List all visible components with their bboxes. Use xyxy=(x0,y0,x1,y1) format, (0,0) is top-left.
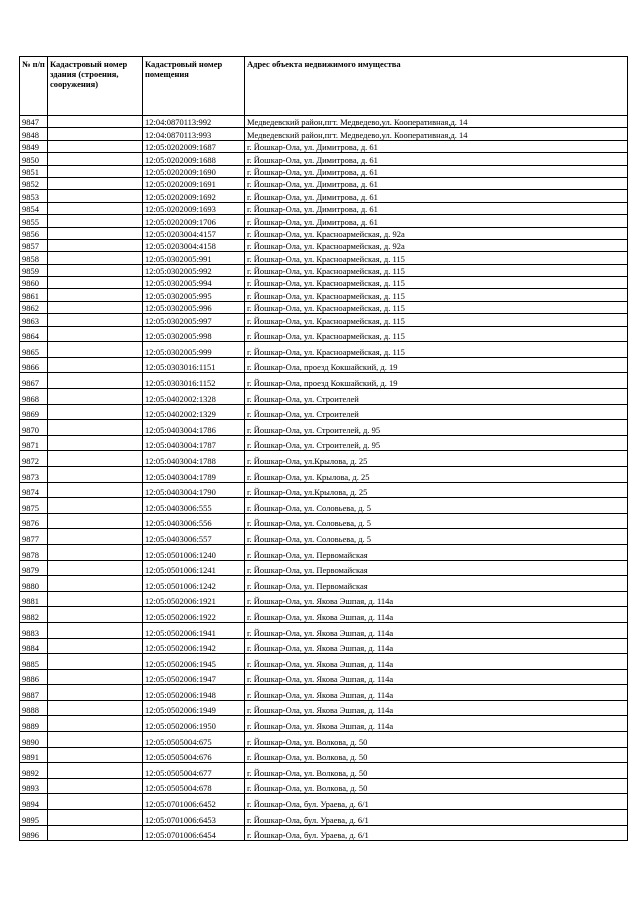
cell-address: г. Йошкар-Ола, ул. Красноармейская, д. 92а xyxy=(245,239,628,251)
cell-building-cadastral xyxy=(48,638,143,654)
cell-room-cadastral: 12:05:0701006:6452 xyxy=(143,794,245,810)
cell-num: 9871 xyxy=(20,435,48,451)
cell-address: г. Йошкар-Ола, ул. Строителей xyxy=(245,404,628,420)
cell-room-cadastral: 12:05:0302005:998 xyxy=(143,326,245,342)
cell-address: г. Йошкар-Ола, ул. Димитрова, д. 61 xyxy=(245,140,628,152)
cell-building-cadastral xyxy=(48,763,143,779)
table-row xyxy=(20,420,628,436)
cell-num: 9890 xyxy=(20,732,48,748)
table-row xyxy=(20,529,628,545)
cell-building-cadastral xyxy=(48,560,143,576)
cell-address: г. Йошкар-Ола, ул. Якова Эшпая, д. 114а xyxy=(245,622,628,638)
cell-address: г. Йошкар-Ола, ул. Димитрова, д. 61 xyxy=(245,190,628,202)
cell-building-cadastral xyxy=(48,373,143,389)
cell-building-cadastral xyxy=(48,190,143,202)
cell-room-cadastral: 12:05:0302005:992 xyxy=(143,264,245,276)
cell-building-cadastral xyxy=(48,591,143,607)
table-row xyxy=(20,591,628,607)
cell-building-cadastral xyxy=(48,153,143,165)
cell-building-cadastral xyxy=(48,357,143,373)
cell-room-cadastral: 12:05:0403006:556 xyxy=(143,513,245,529)
cell-building-cadastral xyxy=(48,654,143,670)
cell-address: г. Йошкар-Ола, ул. Первомайская xyxy=(245,544,628,560)
cell-num: 9894 xyxy=(20,794,48,810)
cell-building-cadastral xyxy=(48,778,143,794)
cell-room-cadastral: 12:05:0403004:1787 xyxy=(143,435,245,451)
cell-num: 9880 xyxy=(20,576,48,592)
table-row xyxy=(20,576,628,592)
table-row xyxy=(20,116,628,128)
cell-room-cadastral: 12:04:0870113:993 xyxy=(143,128,245,140)
cell-address: Медведевский район,пгт. Медведево,ул. Кооперативная,д. 14 xyxy=(245,128,628,140)
cell-address: г. Йошкар-Ола, ул. Первомайская xyxy=(245,576,628,592)
cell-address: Медведевский район,пгт. Медведево,ул. Кооперативная,д. 14 xyxy=(245,116,628,128)
cell-room-cadastral: 12:05:0303016:1152 xyxy=(143,373,245,389)
cell-room-cadastral: 12:05:0203004:4157 xyxy=(143,227,245,239)
cell-num: 9896 xyxy=(20,825,48,841)
cell-building-cadastral xyxy=(48,314,143,326)
cell-room-cadastral: 12:05:0302005:994 xyxy=(143,277,245,289)
cell-address: г. Йошкар-Ола, ул. Соловьева, д. 5 xyxy=(245,513,628,529)
cell-building-cadastral xyxy=(48,252,143,264)
cell-num: 9881 xyxy=(20,591,48,607)
cell-num: 9847 xyxy=(20,116,48,128)
cell-num: 9848 xyxy=(20,128,48,140)
table-row xyxy=(20,716,628,732)
cell-room-cadastral: 12:05:0202009:1706 xyxy=(143,215,245,227)
registry-table xyxy=(19,56,628,841)
cell-address: г. Йошкар-Ола, ул. Якова Эшпая, д. 114а xyxy=(245,591,628,607)
header-address: Адрес объекта недвижимого имущества xyxy=(245,57,628,116)
table-row xyxy=(20,202,628,214)
table-row xyxy=(20,794,628,810)
table-row xyxy=(20,215,628,227)
header-room-cadastral: Кадастровый номер помещения xyxy=(143,57,245,116)
cell-building-cadastral xyxy=(48,239,143,251)
cell-address: г. Йошкар-Ола, ул. Якова Эшпая, д. 114а xyxy=(245,685,628,701)
cell-building-cadastral xyxy=(48,529,143,545)
table-row xyxy=(20,264,628,276)
table-row xyxy=(20,544,628,560)
cell-address: г. Йошкар-Ола, ул. Волкова, д. 50 xyxy=(245,763,628,779)
cell-address: г. Йошкар-Ола, ул. Волкова, д. 50 xyxy=(245,732,628,748)
cell-address: г. Йошкар-Ола, ул. Волкова, д. 50 xyxy=(245,747,628,763)
cell-building-cadastral xyxy=(48,498,143,514)
cell-room-cadastral: 12:05:0403006:555 xyxy=(143,498,245,514)
cell-room-cadastral: 12:05:0403004:1788 xyxy=(143,451,245,467)
cell-num: 9857 xyxy=(20,239,48,251)
cell-building-cadastral xyxy=(48,420,143,436)
table-row xyxy=(20,389,628,405)
cell-num: 9856 xyxy=(20,227,48,239)
cell-building-cadastral xyxy=(48,482,143,498)
cell-num: 9885 xyxy=(20,654,48,670)
cell-num: 9853 xyxy=(20,190,48,202)
cell-address: г. Йошкар-Ола, ул. Красноармейская, д. 115 xyxy=(245,252,628,264)
table-row xyxy=(20,326,628,342)
cell-room-cadastral: 12:05:0502006:1942 xyxy=(143,638,245,654)
cell-room-cadastral: 12:05:0501006:1240 xyxy=(143,544,245,560)
cell-address: г. Йошкар-Ола, ул. Красноармейская, д. 115 xyxy=(245,326,628,342)
cell-building-cadastral xyxy=(48,747,143,763)
table-row xyxy=(20,301,628,313)
cell-num: 9868 xyxy=(20,389,48,405)
cell-num: 9886 xyxy=(20,669,48,685)
cell-building-cadastral xyxy=(48,435,143,451)
cell-room-cadastral: 12:05:0502006:1947 xyxy=(143,669,245,685)
cell-room-cadastral: 12:05:0701006:6453 xyxy=(143,810,245,826)
header-row xyxy=(20,57,628,116)
cell-building-cadastral xyxy=(48,227,143,239)
table-row xyxy=(20,700,628,716)
cell-room-cadastral: 12:05:0505004:678 xyxy=(143,778,245,794)
cell-num: 9872 xyxy=(20,451,48,467)
cell-room-cadastral: 12:05:0403004:1789 xyxy=(143,466,245,482)
cell-num: 9874 xyxy=(20,482,48,498)
table-row xyxy=(20,190,628,202)
cell-address: г. Йошкар-Ола, ул. Строителей, д. 95 xyxy=(245,435,628,451)
cell-building-cadastral xyxy=(48,544,143,560)
cell-building-cadastral xyxy=(48,622,143,638)
cell-address: г. Йошкар-Ола, ул. Димитрова, д. 61 xyxy=(245,177,628,189)
cell-building-cadastral xyxy=(48,277,143,289)
cell-building-cadastral xyxy=(48,716,143,732)
table-row xyxy=(20,778,628,794)
cell-address: г. Йошкар-Ола, бул. Ураева, д. 6/1 xyxy=(245,810,628,826)
cell-room-cadastral: 12:05:0203004:4158 xyxy=(143,239,245,251)
cell-num: 9884 xyxy=(20,638,48,654)
cell-num: 9887 xyxy=(20,685,48,701)
table-body xyxy=(20,116,628,841)
cell-room-cadastral: 12:05:0302005:996 xyxy=(143,301,245,313)
cell-room-cadastral: 12:05:0403006:557 xyxy=(143,529,245,545)
cell-address: г. Йошкар-Ола, ул. Красноармейская, д. 115 xyxy=(245,301,628,313)
table-row xyxy=(20,435,628,451)
cell-room-cadastral: 12:05:0302005:991 xyxy=(143,252,245,264)
cell-room-cadastral: 12:05:0402002:1328 xyxy=(143,389,245,405)
cell-address: г. Йошкар-Ола, ул. Строителей, д. 95 xyxy=(245,420,628,436)
cell-room-cadastral: 12:05:0505004:677 xyxy=(143,763,245,779)
cell-num: 9858 xyxy=(20,252,48,264)
cell-room-cadastral: 12:05:0502006:1950 xyxy=(143,716,245,732)
cell-building-cadastral xyxy=(48,607,143,623)
table-row xyxy=(20,165,628,177)
cell-num: 9867 xyxy=(20,373,48,389)
table-row xyxy=(20,560,628,576)
cell-building-cadastral xyxy=(48,451,143,467)
cell-address: г. Йошкар-Ола, ул. Красноармейская, д. 115 xyxy=(245,289,628,301)
cell-building-cadastral xyxy=(48,177,143,189)
cell-num: 9875 xyxy=(20,498,48,514)
table-row xyxy=(20,239,628,251)
cell-room-cadastral: 12:05:0502006:1949 xyxy=(143,700,245,716)
cell-room-cadastral: 12:05:0403004:1790 xyxy=(143,482,245,498)
cell-room-cadastral: 12:05:0403004:1786 xyxy=(143,420,245,436)
table-row xyxy=(20,482,628,498)
cell-num: 9879 xyxy=(20,560,48,576)
table-row xyxy=(20,622,628,638)
cell-num: 9866 xyxy=(20,357,48,373)
cell-building-cadastral xyxy=(48,301,143,313)
cell-address: г. Йошкар-Ола, ул. Якова Эшпая, д. 114а xyxy=(245,607,628,623)
cell-address: г. Йошкар-Ола, ул. Якова Эшпая, д. 114а xyxy=(245,654,628,670)
cell-building-cadastral xyxy=(48,389,143,405)
cell-address: г. Йошкар-Ола, ул. Димитрова, д. 61 xyxy=(245,215,628,227)
cell-num: 9860 xyxy=(20,277,48,289)
table-row xyxy=(20,747,628,763)
cell-room-cadastral: 12:04:0870113:992 xyxy=(143,116,245,128)
table-row xyxy=(20,825,628,841)
cell-address: г. Йошкар-Ола, ул.Крылова, д. 25 xyxy=(245,482,628,498)
cell-address: г. Йошкар-Ола, ул. Соловьева, д. 5 xyxy=(245,498,628,514)
table-row xyxy=(20,466,628,482)
cell-num: 9854 xyxy=(20,202,48,214)
table-row xyxy=(20,451,628,467)
cell-address: г. Йошкар-Ола, ул. Якова Эшпая, д. 114а xyxy=(245,638,628,654)
cell-building-cadastral xyxy=(48,669,143,685)
cell-address: г. Йошкар-Ола, ул. Якова Эшпая, д. 114а xyxy=(245,716,628,732)
cell-room-cadastral: 12:05:0402002:1329 xyxy=(143,404,245,420)
cell-num: 9893 xyxy=(20,778,48,794)
cell-address: г. Йошкар-Ола, ул. Соловьева, д. 5 xyxy=(245,529,628,545)
cell-num: 9865 xyxy=(20,342,48,358)
cell-room-cadastral: 12:05:0303016:1151 xyxy=(143,357,245,373)
cell-room-cadastral: 12:05:0501006:1242 xyxy=(143,576,245,592)
cell-address: г. Йошкар-Ола, проезд Кокшайский, д. 19 xyxy=(245,357,628,373)
cell-address: г. Йошкар-Ола, ул. Красноармейская, д. 115 xyxy=(245,264,628,276)
cell-room-cadastral: 12:05:0302005:997 xyxy=(143,314,245,326)
table-row xyxy=(20,810,628,826)
cell-address: г. Йошкар-Ола, ул. Димитрова, д. 61 xyxy=(245,153,628,165)
header-building-cadastral: Кадастровый номер здания (строения, сооружения) xyxy=(48,57,143,116)
cell-address: г. Йошкар-Ола, ул. Якова Эшпая, д. 114а xyxy=(245,669,628,685)
header-num: № п/п xyxy=(20,57,48,116)
table-row xyxy=(20,342,628,358)
cell-room-cadastral: 12:05:0202009:1693 xyxy=(143,202,245,214)
cell-building-cadastral xyxy=(48,140,143,152)
cell-num: 9892 xyxy=(20,763,48,779)
cell-address: г. Йошкар-Ола, бул. Ураева, д. 6/1 xyxy=(245,794,628,810)
cell-building-cadastral xyxy=(48,342,143,358)
cell-building-cadastral xyxy=(48,700,143,716)
cell-building-cadastral xyxy=(48,116,143,128)
table-row xyxy=(20,314,628,326)
cell-room-cadastral: 12:05:0505004:676 xyxy=(143,747,245,763)
cell-num: 9855 xyxy=(20,215,48,227)
cell-num: 9878 xyxy=(20,544,48,560)
table-row xyxy=(20,140,628,152)
cell-room-cadastral: 12:05:0202009:1688 xyxy=(143,153,245,165)
table-row xyxy=(20,373,628,389)
cell-building-cadastral xyxy=(48,513,143,529)
cell-building-cadastral xyxy=(48,732,143,748)
table-row xyxy=(20,177,628,189)
cell-num: 9891 xyxy=(20,747,48,763)
cell-address: г. Йошкар-Ола, ул. Красноармейская, д. 115 xyxy=(245,277,628,289)
cell-building-cadastral xyxy=(48,215,143,227)
cell-num: 9864 xyxy=(20,326,48,342)
table-row xyxy=(20,498,628,514)
cell-num: 9852 xyxy=(20,177,48,189)
cell-room-cadastral: 12:05:0202009:1691 xyxy=(143,177,245,189)
table-row xyxy=(20,732,628,748)
table-row xyxy=(20,513,628,529)
table-row xyxy=(20,685,628,701)
cell-building-cadastral xyxy=(48,404,143,420)
cell-building-cadastral xyxy=(48,202,143,214)
cell-num: 9869 xyxy=(20,404,48,420)
table-row xyxy=(20,128,628,140)
cell-address: г. Йошкар-Ола, ул. Волкова, д. 50 xyxy=(245,778,628,794)
cell-num: 9883 xyxy=(20,622,48,638)
cell-room-cadastral: 12:05:0502006:1941 xyxy=(143,622,245,638)
cell-building-cadastral xyxy=(48,128,143,140)
cell-num: 9861 xyxy=(20,289,48,301)
cell-num: 9873 xyxy=(20,466,48,482)
table-row xyxy=(20,357,628,373)
cell-num: 9851 xyxy=(20,165,48,177)
table-row xyxy=(20,607,628,623)
cell-building-cadastral xyxy=(48,326,143,342)
cell-room-cadastral: 12:05:0302005:999 xyxy=(143,342,245,358)
cell-num: 9862 xyxy=(20,301,48,313)
cell-num: 9870 xyxy=(20,420,48,436)
cell-address: г. Йошкар-Ола, ул. Первомайская xyxy=(245,560,628,576)
cell-address: г. Йошкар-Ола, бул. Ураева, д. 6/1 xyxy=(245,825,628,841)
cell-room-cadastral: 12:05:0501006:1241 xyxy=(143,560,245,576)
cell-num: 9889 xyxy=(20,716,48,732)
table-row xyxy=(20,252,628,264)
cell-address: г. Йошкар-Ола, ул. Красноармейская, д. 115 xyxy=(245,342,628,358)
cell-building-cadastral xyxy=(48,289,143,301)
cell-room-cadastral: 12:05:0502006:1921 xyxy=(143,591,245,607)
cell-num: 9849 xyxy=(20,140,48,152)
table-row xyxy=(20,277,628,289)
cell-num: 9850 xyxy=(20,153,48,165)
cell-num: 9859 xyxy=(20,264,48,276)
cell-building-cadastral xyxy=(48,466,143,482)
cell-room-cadastral: 12:05:0302005:995 xyxy=(143,289,245,301)
cell-num: 9888 xyxy=(20,700,48,716)
table-row xyxy=(20,638,628,654)
cell-room-cadastral: 12:05:0202009:1687 xyxy=(143,140,245,152)
cell-building-cadastral xyxy=(48,810,143,826)
cell-address: г. Йошкар-Ола, ул. Красноармейская, д. 92а xyxy=(245,227,628,239)
cell-building-cadastral xyxy=(48,165,143,177)
table-row xyxy=(20,654,628,670)
cell-room-cadastral: 12:05:0202009:1690 xyxy=(143,165,245,177)
cell-building-cadastral xyxy=(48,576,143,592)
cell-room-cadastral: 12:05:0505004:675 xyxy=(143,732,245,748)
cell-address: г. Йошкар-Ола, ул. Красноармейская, д. 115 xyxy=(245,314,628,326)
cell-num: 9863 xyxy=(20,314,48,326)
table-row xyxy=(20,153,628,165)
cell-num: 9877 xyxy=(20,529,48,545)
cell-address: г. Йошкар-Ола, ул. Димитрова, д. 61 xyxy=(245,202,628,214)
table-row xyxy=(20,669,628,685)
cell-room-cadastral: 12:05:0502006:1948 xyxy=(143,685,245,701)
cell-room-cadastral: 12:05:0502006:1945 xyxy=(143,654,245,670)
cell-room-cadastral: 12:05:0701006:6454 xyxy=(143,825,245,841)
cell-num: 9882 xyxy=(20,607,48,623)
table-header xyxy=(20,57,628,116)
cell-address: г. Йошкар-Ола, ул. Димитрова, д. 61 xyxy=(245,165,628,177)
cell-building-cadastral xyxy=(48,685,143,701)
table-row xyxy=(20,227,628,239)
table-row xyxy=(20,763,628,779)
cell-building-cadastral xyxy=(48,264,143,276)
cell-address: г. Йошкар-Ола, ул.Крылова, д. 25 xyxy=(245,451,628,467)
cell-building-cadastral xyxy=(48,794,143,810)
table-row xyxy=(20,289,628,301)
cell-address: г. Йошкар-Ола, ул. Строителей xyxy=(245,389,628,405)
cell-num: 9876 xyxy=(20,513,48,529)
cell-room-cadastral: 12:05:0202009:1692 xyxy=(143,190,245,202)
cell-address: г. Йошкар-Ола, проезд Кокшайский, д. 19 xyxy=(245,373,628,389)
cell-room-cadastral: 12:05:0502006:1922 xyxy=(143,607,245,623)
table-row xyxy=(20,404,628,420)
cell-address: г. Йошкар-Ола, ул. Крылова, д. 25 xyxy=(245,466,628,482)
cell-address: г. Йошкар-Ола, ул. Якова Эшпая, д. 114а xyxy=(245,700,628,716)
cell-num: 9895 xyxy=(20,810,48,826)
cell-building-cadastral xyxy=(48,825,143,841)
